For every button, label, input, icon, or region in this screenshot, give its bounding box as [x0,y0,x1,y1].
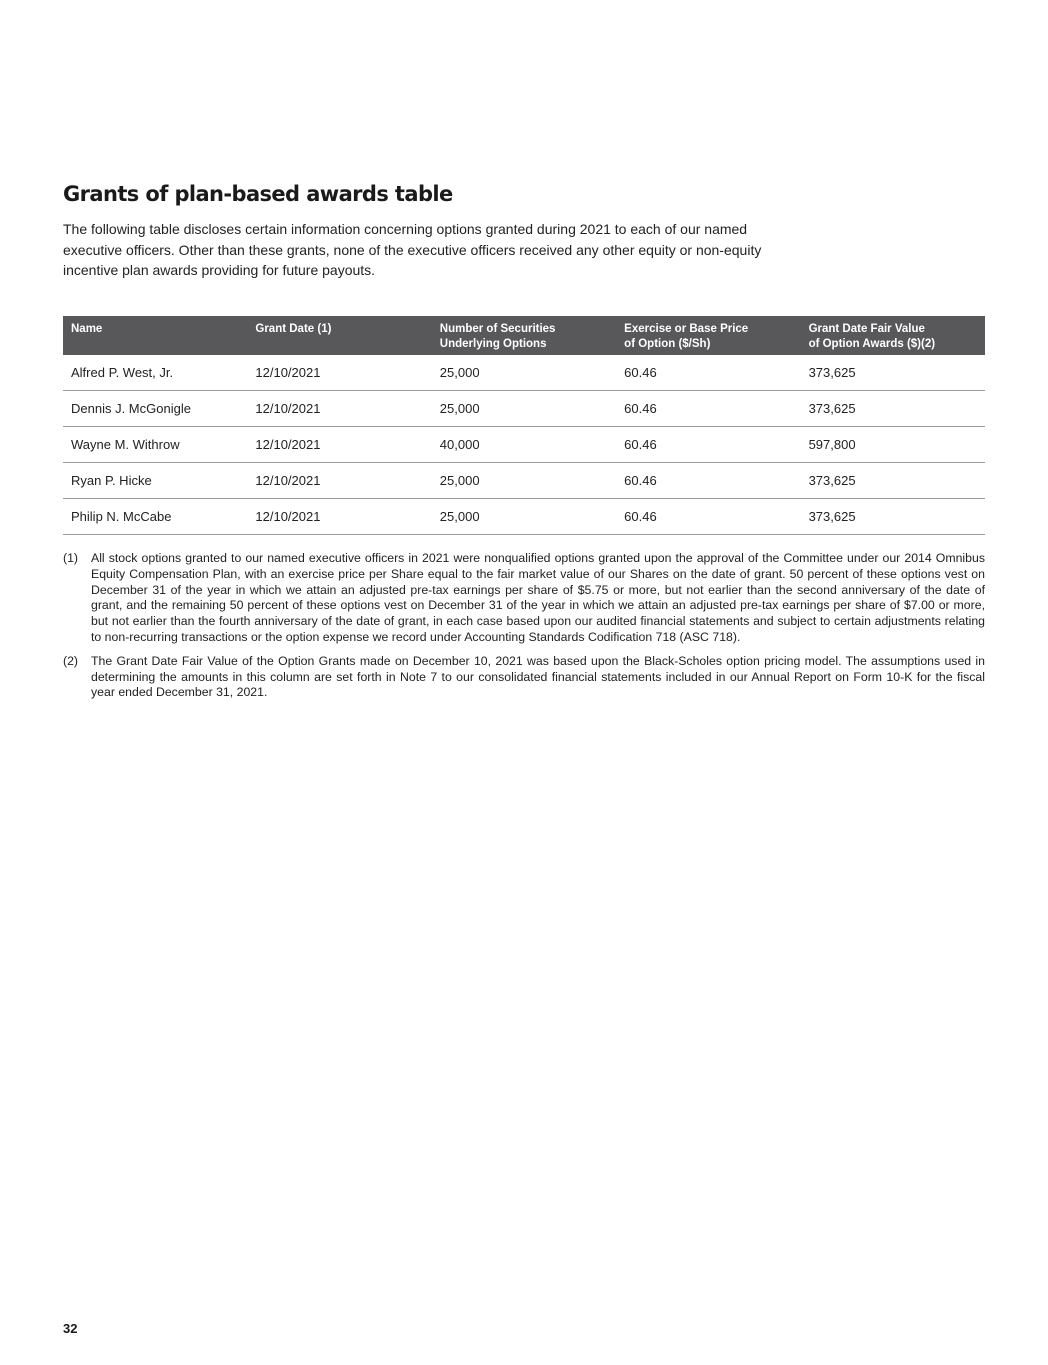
col-header-line: Grant Date Fair Value [808,323,925,335]
footnote-text: All stock options granted to our named executive officers in 2021 were nonqualified options granted upon the approval of the Committee under our 2014 Omnibus Equity Compensation Plan, with an exercise price per Share equal to the fair market value of our Shares on the date of grant. 50 percent of these options vest on December 31 of the year in which we attain an adjusted pre-tax earnings per share of $5.75 or more, but not earlier than the second anniversary of the date of grant, and the remaining 50 percent of these options vest on December 31 of the year in which we attain an adjusted pre-tax earnings per share of $7.00 or more, but not earlier than the fourth anniversary of the date of grant, in each case based upon our audited financial statements and subject to certain adjustments relating to non-recurring transactions or the option expense we record under Accounting Standards Codification 718 (ASC 718). [91,551,985,644]
cell-securities: 25,000 [432,355,616,391]
cell-name: Ryan P. Hicke [63,463,247,499]
intro-paragraph: The following table discloses certain information concerning options granted during 2021 to each of our named executive officers. Other than these grants, none of the executive officers received any other equity or non-equity incentive plan awards providing for future payouts. [63,221,762,278]
cell-exercise-price: 60.46 [616,391,800,427]
cell-securities: 25,000 [432,463,616,499]
col-header-line: of Option Awards ($)(2) [808,337,936,350]
section-heading: Grants of plan-based awards table [63,182,453,206]
cell-fair-value: 373,625 [801,391,985,427]
cell-grant-date: 12/10/2021 [247,499,431,535]
col-header-securities [432,316,616,355]
footnote [63,551,985,646]
cell-fair-value: 373,625 [801,499,985,535]
table-row [63,355,985,391]
cell-name: Wayne M. Withrow [63,427,247,463]
col-header-grant-date [247,316,431,355]
grants-table [63,316,985,535]
cell-exercise-price: 60.46 [616,499,800,535]
col-header-exercise-price [616,316,800,355]
col-header-name [63,316,247,355]
page-number: 32 [63,1321,78,1336]
table-row [63,499,985,535]
col-header-line: Name [71,323,103,335]
footnotes [63,551,985,709]
cell-name: Alfred P. West, Jr. [63,355,247,391]
col-header-line: Underlying Options [439,337,547,350]
cell-grant-date: 12/10/2021 [247,427,431,463]
col-header-line: Exercise or Base Price [624,323,749,335]
table-row [63,427,985,463]
cell-name: Dennis J. McGonigle [63,391,247,427]
cell-fair-value: 373,625 [801,355,985,391]
cell-fair-value: 373,625 [801,463,985,499]
cell-fair-value: 597,800 [801,427,985,463]
footnote [63,654,985,701]
cell-exercise-price: 60.46 [616,463,800,499]
col-header-line: Number of Securities [439,323,556,335]
cell-grant-date: 12/10/2021 [247,463,431,499]
cell-securities: 25,000 [432,391,616,427]
col-header-fair-value [801,316,985,355]
cell-exercise-price: 60.46 [616,355,800,391]
cell-securities: 25,000 [432,499,616,535]
col-header-line: Grant Date (1) [255,323,332,335]
table-header-row [63,316,985,355]
footnote-marker: (1) [63,551,79,565]
table-row [63,463,985,499]
cell-exercise-price: 60.46 [616,427,800,463]
cell-grant-date: 12/10/2021 [247,355,431,391]
footnote-marker: (2) [63,653,79,668]
cell-securities: 40,000 [432,427,616,463]
cell-name: Philip N. McCabe [63,499,247,535]
cell-grant-date: 12/10/2021 [247,391,431,427]
col-header-line: of Option ($/Sh) [624,337,711,350]
table-row [63,391,985,427]
footnote-text: The Grant Date Fair Value of the Option Grants made on December 10, 2021 was based upon the Black-Scholes option pricing model. The assumptions used in determining the amounts in this column are set forth in Note 7 to our consolidated financial statements included in our Annual Report on Form 10-K for the fiscal year ended December 31, 2021. [91,653,985,700]
